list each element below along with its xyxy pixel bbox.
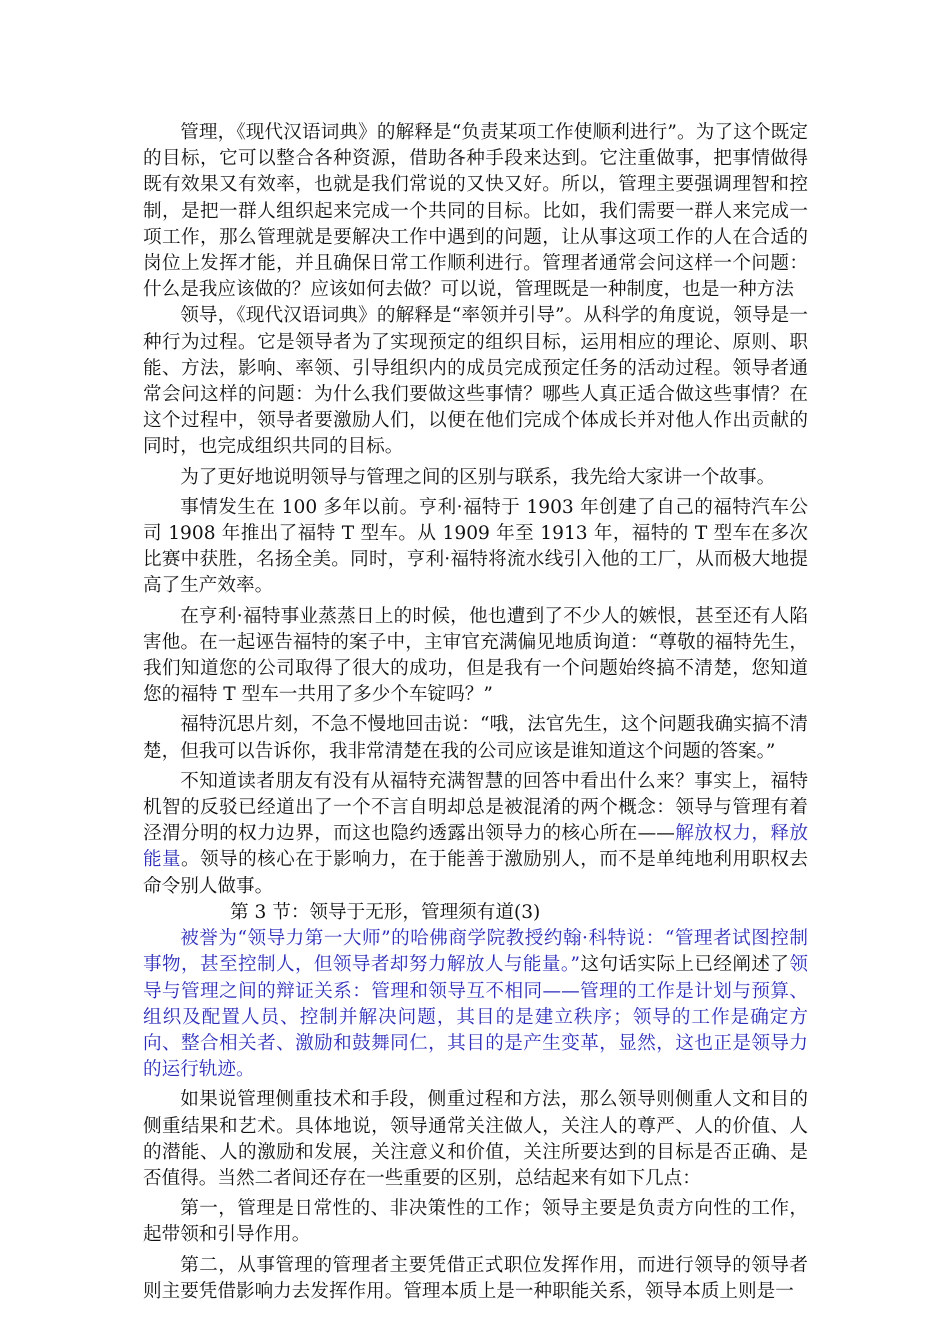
paragraph-kotter-quote	[143, 926, 808, 1083]
leadership-core-highlight: 解放权力，释放能量	[143, 823, 808, 871]
section-heading: 第 3 节：领导于无形，管理须有道(3)	[230, 901, 541, 923]
paragraph-difference-first: 第一，管理是日常性的、非决策性的工作；领导主要是负责方向性的工作，起带领和引导作用。	[143, 1198, 808, 1246]
paragraph-management-definition: 管理，《现代汉语词典》的解释是“负责某项工作使顺利进行”。为了这个既定的目标，它可以整合各种资源，借助各种手段来达到。它注重做事，把事情做得既有效果又有效率，也就是我们常说的又快又好。所以，管理主要强调理智和控制，是把一群人组织起来完成一个共同的目标。比如，我们需要一群人来完成一项工作，那么管理就是要解决工作中遇到的问题，让从事这项工作的人在合适的岗位上发挥才能，并且确保日常工作顺利进行。管理者通常会问这样一个问题：什么是我应该做的？应该如何去做？可以说，管理既是一种制度，也是一种方法	[143, 122, 808, 301]
leadership-core-text-2: 。领导的核心在于影响力，在于能善于激励别人，而不是单纯地利用职权去命令别人做事。	[143, 849, 808, 897]
paragraph-ford-trial: 在亨利·福特事业蒸蒸日上的时候，他也遭到了不少人的嫉恨，甚至还有人陷害他。在一起诬告福特的案子中，主审官充满偏见地质询道：“尊敬的福特先生，我们知道您的公司取得了很大的成功，但是我有一个问题始终搞不清楚，您知道您的福特 T 型车一共用了多少个车锭吗？”	[143, 605, 808, 706]
paragraph-ford-history: 事情发生在 100 多年以前。亨利·福特于 1903 年创建了自己的福特汽车公司 1908 年推出了福特 T 型车。从 1909 年至 1913 年，福特的 T 型车在多次比赛中获胜，名扬全美。同时，亨利·福特将流水线引入他的工厂，从而极大地提高了生产效率。	[143, 496, 808, 597]
paragraph-leadership-definition: 领导，《现代汉语词典》的解释是“率领并引导”。从科学的角度说，领导是一种行为过程。它是领导者为了实现预定的组织目标，运用相应的理论、原则、职能、方法，影响、率领、引导组织内的成员完成预定任务的活动过程。领导者通常会问这样的问题：为什么我们要做这些事情？哪些人真正适合做这些事情？在这个过程中，领导者要激励人们，以便在他们完成个体成长并对他人作出贡献的同时，也完成组织共同的目标。	[143, 305, 808, 458]
paragraph-story-intro: 为了更好地说明领导与管理之间的区别与联系，我先给大家讲一个故事。	[180, 466, 776, 488]
leadership-core-text-1: 不知道读者朋友有没有从福特充满智慧的回答中看出什么来？事实上，福特机智的反驳已经道出了一个不言自明却总是被混淆的两个概念：领导与管理有着泾渭分明的权力边界，而这也隐约透露出领导力的核心所在——	[143, 770, 808, 845]
document-body	[143, 120, 808, 1305]
paragraph-leadership-core	[143, 769, 808, 900]
paragraph-difference-second: 第二，从事管理的管理者主要凭借正式职位发挥作用，而进行领导的领导者则主要凭借影响力去发挥作用。管理本质上是一种职能关系，领导本质上则是一	[143, 1254, 808, 1302]
kotter-relationship-highlight: 领导与管理之间的辩证关系：管理和领导互不相同——管理的工作是计划与预算、组织及配置人员、控制并解决问题，其目的是建立秩序；领导的工作是确定方向、整合相关者、激励和鼓舞同仁，其目的是产生变革，显然，这也正是领导力的运行轨迹。	[143, 954, 808, 1081]
kotter-quote-text: 这句话实际上已经阐述了	[580, 954, 790, 976]
kotter-quote-highlight: 被誉为“领导力第一大师”的哈佛商学院教授约翰·科特说：“管理者试图控制事物，甚至控制人，但领导者却努力解放人与能量。”	[143, 928, 808, 976]
paragraph-ford-reply: 福特沉思片刻，不急不慢地回击说：“哦，法官先生，这个问题我确实搞不清楚，但我可以告诉你，我非常清楚在我的公司应该是谁知道这个问题的答案。”	[143, 714, 808, 762]
paragraph-management-vs-leadership: 如果说管理侧重技术和手段，侧重过程和方法，那么领导则侧重人文和目的侧重结果和艺术。具体地说，领导通常关注做人，关注人的尊严、人的价值、人的潜能、人的激励和发展，关注意义和价值，关注所要达到的目标是否正确、是否值得。当然二者间还存在一些重要的区别，总结起来有如下几点：	[143, 1089, 808, 1189]
